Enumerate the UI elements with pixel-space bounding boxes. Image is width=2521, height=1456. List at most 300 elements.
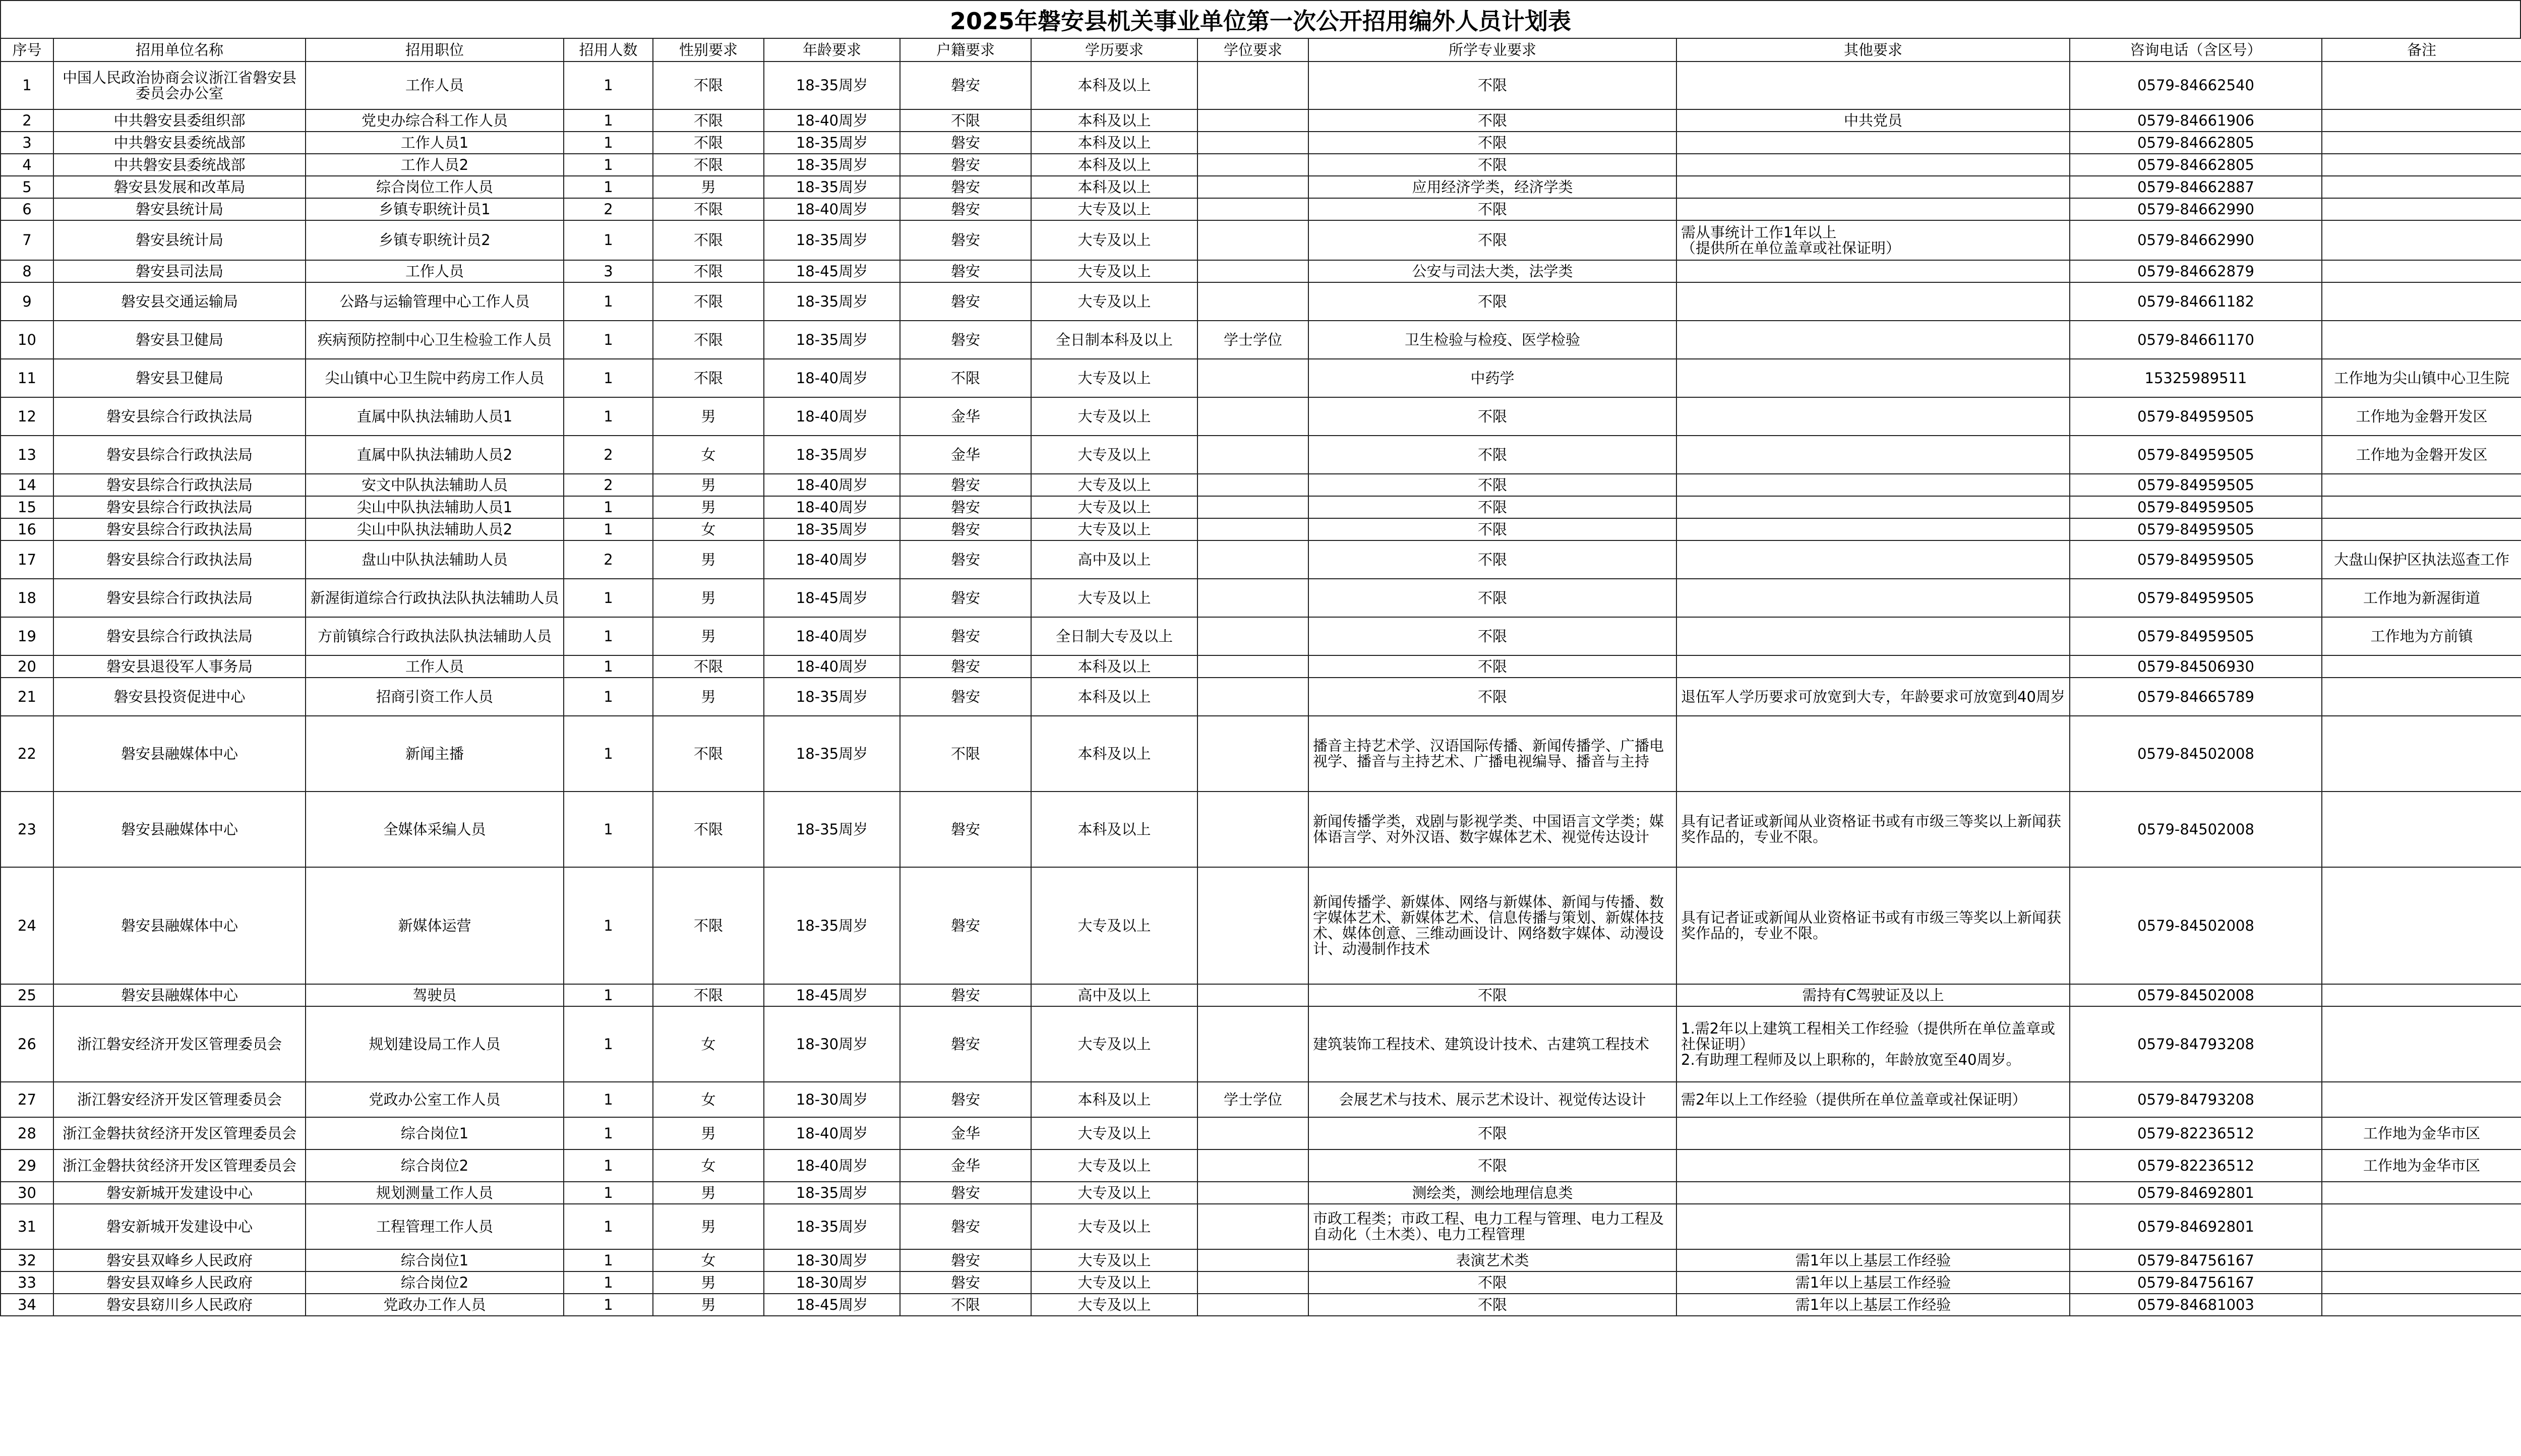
cell-col-seq[interactable]: 20: [1, 655, 53, 678]
cell-col-position[interactable]: 规划测量工作人员: [306, 1182, 564, 1204]
cell-col-other[interactable]: 需2年以上工作经验（提供所在单位盖章或社保证明）: [1676, 1082, 2070, 1117]
cell-col-other[interactable]: [1676, 198, 2070, 220]
cell-col-remark[interactable]: [2322, 984, 2521, 1006]
cell-col-remark[interactable]: [2322, 1082, 2521, 1117]
cell-col-position[interactable]: 乡镇专职统计员1: [306, 198, 564, 220]
cell-col-other[interactable]: [1676, 62, 2070, 109]
cell-col-education[interactable]: 大专及以上: [1031, 1271, 1197, 1294]
cell-col-education[interactable]: 大专及以上: [1031, 1182, 1197, 1204]
cell-col-major[interactable]: 公安与司法大类，法学类: [1308, 260, 1676, 282]
cell-col-gender[interactable]: 男: [653, 1117, 764, 1149]
cell-col-major[interactable]: 不限: [1308, 436, 1676, 474]
cell-col-major[interactable]: 不限: [1308, 109, 1676, 132]
cell-col-phone[interactable]: 0579-84662879: [2070, 260, 2322, 282]
cell-col-household[interactable]: 磐安: [900, 984, 1031, 1006]
cell-col-count[interactable]: 1: [564, 176, 653, 198]
cell-col-gender[interactable]: 不限: [653, 220, 764, 260]
cell-col-gender[interactable]: 不限: [653, 655, 764, 678]
cell-col-seq[interactable]: 26: [1, 1006, 53, 1082]
cell-col-count[interactable]: 1: [564, 1117, 653, 1149]
cell-col-age[interactable]: 18-35周岁: [764, 678, 900, 716]
cell-col-education[interactable]: 大专及以上: [1031, 1249, 1197, 1271]
cell-col-position[interactable]: 综合岗位2: [306, 1149, 564, 1182]
cell-col-age[interactable]: 18-40周岁: [764, 617, 900, 655]
cell-col-seq[interactable]: 7: [1, 220, 53, 260]
cell-col-phone[interactable]: 0579-84959505: [2070, 518, 2322, 540]
cell-col-gender[interactable]: 男: [653, 1271, 764, 1294]
cell-col-phone[interactable]: 0579-84662540: [2070, 62, 2322, 109]
cell-col-household[interactable]: 金华: [900, 436, 1031, 474]
cell-col-education[interactable]: 大专及以上: [1031, 1294, 1197, 1316]
cell-col-unit[interactable]: 磐安县综合行政执法局: [53, 617, 306, 655]
cell-col-position[interactable]: 新媒体运营: [306, 867, 564, 984]
cell-col-unit[interactable]: 磐安新城开发建设中心: [53, 1204, 306, 1249]
cell-col-degree[interactable]: [1197, 1249, 1308, 1271]
cell-col-remark[interactable]: [2322, 678, 2521, 716]
cell-col-degree[interactable]: [1197, 1271, 1308, 1294]
cell-col-position[interactable]: 尖山中队执法辅助人员2: [306, 518, 564, 540]
cell-col-degree[interactable]: [1197, 1117, 1308, 1149]
cell-col-other[interactable]: [1676, 154, 2070, 176]
cell-col-age[interactable]: 18-35周岁: [764, 62, 900, 109]
cell-col-household[interactable]: 金华: [900, 1149, 1031, 1182]
cell-col-education[interactable]: 大专及以上: [1031, 1006, 1197, 1082]
cell-col-degree[interactable]: [1197, 198, 1308, 220]
cell-col-phone[interactable]: 0579-84502008: [2070, 867, 2322, 984]
cell-col-household[interactable]: 磐安: [900, 154, 1031, 176]
cell-col-age[interactable]: 18-45周岁: [764, 260, 900, 282]
cell-col-other[interactable]: [1676, 716, 2070, 792]
cell-col-phone[interactable]: 0579-84692801: [2070, 1182, 2322, 1204]
cell-col-count[interactable]: 2: [564, 198, 653, 220]
cell-col-count[interactable]: 3: [564, 260, 653, 282]
cell-col-other[interactable]: [1676, 617, 2070, 655]
cell-col-gender[interactable]: 不限: [653, 109, 764, 132]
cell-col-major[interactable]: 不限: [1308, 540, 1676, 579]
cell-col-education[interactable]: 本科及以上: [1031, 109, 1197, 132]
cell-col-seq[interactable]: 33: [1, 1271, 53, 1294]
cell-col-count[interactable]: 1: [564, 518, 653, 540]
cell-col-phone[interactable]: 0579-84959505: [2070, 617, 2322, 655]
cell-col-phone[interactable]: 0579-84756167: [2070, 1249, 2322, 1271]
cell-col-count[interactable]: 1: [564, 1271, 653, 1294]
cell-col-education[interactable]: 大专及以上: [1031, 1149, 1197, 1182]
cell-col-remark[interactable]: [2322, 62, 2521, 109]
cell-col-other[interactable]: [1676, 1117, 2070, 1149]
cell-col-seq[interactable]: 32: [1, 1249, 53, 1271]
cell-col-age[interactable]: 18-35周岁: [764, 321, 900, 359]
cell-col-count[interactable]: 2: [564, 474, 653, 496]
cell-col-other[interactable]: 需1年以上基层工作经验: [1676, 1249, 2070, 1271]
cell-col-major[interactable]: 不限: [1308, 1117, 1676, 1149]
cell-col-remark[interactable]: 大盘山保护区执法巡查工作: [2322, 540, 2521, 579]
cell-col-major[interactable]: 卫生检验与检疫、医学检验: [1308, 321, 1676, 359]
cell-col-age[interactable]: 18-40周岁: [764, 474, 900, 496]
cell-col-education[interactable]: 本科及以上: [1031, 716, 1197, 792]
cell-col-gender[interactable]: 不限: [653, 132, 764, 154]
cell-col-count[interactable]: 1: [564, 132, 653, 154]
cell-col-age[interactable]: 18-35周岁: [764, 282, 900, 321]
cell-col-degree[interactable]: [1197, 1294, 1308, 1316]
cell-col-other[interactable]: [1676, 518, 2070, 540]
cell-col-household[interactable]: 磐安: [900, 176, 1031, 198]
cell-col-major[interactable]: 播音主持艺术学、汉语国际传播、新闻传播学、广播电视学、播音与主持艺术、广播电视编导、播音与主持: [1308, 716, 1676, 792]
cell-col-degree[interactable]: [1197, 359, 1308, 397]
cell-col-phone[interactable]: 0579-84662805: [2070, 132, 2322, 154]
cell-col-age[interactable]: 18-40周岁: [764, 359, 900, 397]
cell-col-phone[interactable]: 0579-84502008: [2070, 984, 2322, 1006]
cell-col-position[interactable]: 党政办工作人员: [306, 1294, 564, 1316]
cell-col-position[interactable]: 综合岗位工作人员: [306, 176, 564, 198]
cell-col-count[interactable]: 2: [564, 436, 653, 474]
cell-col-unit[interactable]: 中共磐安县委统战部: [53, 154, 306, 176]
cell-col-remark[interactable]: 工作地为金华市区: [2322, 1149, 2521, 1182]
cell-col-unit[interactable]: 磐安县综合行政执法局: [53, 579, 306, 617]
cell-col-age[interactable]: 18-40周岁: [764, 198, 900, 220]
cell-col-unit[interactable]: 磐安县退役军人事务局: [53, 655, 306, 678]
cell-col-major[interactable]: 应用经济学类，经济学类: [1308, 176, 1676, 198]
cell-col-other[interactable]: [1676, 1149, 2070, 1182]
cell-col-gender[interactable]: 女: [653, 1082, 764, 1117]
cell-col-household[interactable]: 磐安: [900, 579, 1031, 617]
cell-col-seq[interactable]: 30: [1, 1182, 53, 1204]
cell-col-household[interactable]: 金华: [900, 1117, 1031, 1149]
cell-col-phone[interactable]: 0579-84661182: [2070, 282, 2322, 321]
cell-col-remark[interactable]: [2322, 1204, 2521, 1249]
cell-col-phone[interactable]: 0579-84756167: [2070, 1271, 2322, 1294]
cell-col-phone[interactable]: 0579-84959505: [2070, 579, 2322, 617]
cell-col-phone[interactable]: 0579-84502008: [2070, 792, 2322, 867]
cell-col-degree[interactable]: [1197, 518, 1308, 540]
cell-col-seq[interactable]: 5: [1, 176, 53, 198]
cell-col-household[interactable]: 不限: [900, 359, 1031, 397]
cell-col-education[interactable]: 大专及以上: [1031, 436, 1197, 474]
cell-col-degree[interactable]: [1197, 617, 1308, 655]
cell-col-age[interactable]: 18-35周岁: [764, 792, 900, 867]
cell-col-gender[interactable]: 男: [653, 474, 764, 496]
cell-col-degree[interactable]: [1197, 1006, 1308, 1082]
cell-col-position[interactable]: 直属中队执法辅助人员2: [306, 436, 564, 474]
cell-col-position[interactable]: 规划建设局工作人员: [306, 1006, 564, 1082]
cell-col-gender[interactable]: 男: [653, 397, 764, 436]
cell-col-phone[interactable]: 0579-84665789: [2070, 678, 2322, 716]
cell-col-seq[interactable]: 21: [1, 678, 53, 716]
cell-col-count[interactable]: 1: [564, 109, 653, 132]
cell-col-other[interactable]: [1676, 176, 2070, 198]
cell-col-gender[interactable]: 不限: [653, 282, 764, 321]
cell-col-age[interactable]: 18-40周岁: [764, 496, 900, 518]
cell-col-remark[interactable]: [2322, 1182, 2521, 1204]
cell-col-degree[interactable]: [1197, 220, 1308, 260]
cell-col-degree[interactable]: [1197, 716, 1308, 792]
cell-col-remark[interactable]: [2322, 198, 2521, 220]
cell-col-count[interactable]: 1: [564, 1294, 653, 1316]
cell-col-age[interactable]: 18-45周岁: [764, 984, 900, 1006]
cell-col-degree[interactable]: [1197, 282, 1308, 321]
cell-col-position[interactable]: 综合岗位1: [306, 1249, 564, 1271]
cell-col-education[interactable]: 大专及以上: [1031, 260, 1197, 282]
cell-col-degree[interactable]: [1197, 984, 1308, 1006]
cell-col-unit[interactable]: 磐安县综合行政执法局: [53, 496, 306, 518]
cell-col-household[interactable]: 磐安: [900, 260, 1031, 282]
cell-col-household[interactable]: 磐安: [900, 518, 1031, 540]
cell-col-gender[interactable]: 男: [653, 496, 764, 518]
cell-col-major[interactable]: 不限: [1308, 62, 1676, 109]
cell-col-unit[interactable]: 磐安县融媒体中心: [53, 716, 306, 792]
cell-col-phone[interactable]: 0579-84959505: [2070, 397, 2322, 436]
cell-col-count[interactable]: 1: [564, 716, 653, 792]
cell-col-remark[interactable]: [2322, 260, 2521, 282]
cell-col-age[interactable]: 18-35周岁: [764, 1182, 900, 1204]
cell-col-other[interactable]: 1.需2年以上建筑工程相关工作经验（提供所在单位盖章或社保证明） 2.有助理工程师及以上职称的，年龄放宽至40周岁。: [1676, 1006, 2070, 1082]
cell-col-position[interactable]: 尖山中队执法辅助人员1: [306, 496, 564, 518]
cell-col-education[interactable]: 大专及以上: [1031, 518, 1197, 540]
cell-col-position[interactable]: 工作人员: [306, 62, 564, 109]
cell-col-major[interactable]: 不限: [1308, 678, 1676, 716]
cell-col-count[interactable]: 1: [564, 984, 653, 1006]
cell-col-unit[interactable]: 磐安县双峰乡人民政府: [53, 1271, 306, 1294]
cell-col-phone[interactable]: 0579-84662990: [2070, 220, 2322, 260]
cell-col-phone[interactable]: 15325989511: [2070, 359, 2322, 397]
cell-col-seq[interactable]: 17: [1, 540, 53, 579]
cell-col-major[interactable]: 建筑装饰工程技术、建筑设计技术、古建筑工程技术: [1308, 1006, 1676, 1082]
cell-col-count[interactable]: 1: [564, 792, 653, 867]
cell-col-gender[interactable]: 男: [653, 540, 764, 579]
cell-col-position[interactable]: 盘山中队执法辅助人员: [306, 540, 564, 579]
cell-col-seq[interactable]: 16: [1, 518, 53, 540]
cell-col-education[interactable]: 本科及以上: [1031, 176, 1197, 198]
cell-col-unit[interactable]: 磐安县融媒体中心: [53, 792, 306, 867]
cell-col-major[interactable]: 新闻传播学、新媒体、网络与新媒体、新闻与传播、数字媒体艺术、新媒体艺术、信息传播与策划、新媒体技术、媒体创意、三维动画设计、网络数字媒体、动漫设计、动漫制作技术: [1308, 867, 1676, 984]
cell-col-phone[interactable]: 0579-82236512: [2070, 1117, 2322, 1149]
cell-col-major[interactable]: 不限: [1308, 579, 1676, 617]
cell-col-unit[interactable]: 中共磐安县委统战部: [53, 132, 306, 154]
cell-col-phone[interactable]: 0579-84506930: [2070, 655, 2322, 678]
cell-col-remark[interactable]: [2322, 1271, 2521, 1294]
cell-col-unit[interactable]: 磐安县综合行政执法局: [53, 474, 306, 496]
cell-col-seq[interactable]: 15: [1, 496, 53, 518]
cell-col-degree[interactable]: [1197, 260, 1308, 282]
cell-col-major[interactable]: 测绘类，测绘地理信息类: [1308, 1182, 1676, 1204]
cell-col-household[interactable]: 磐安: [900, 1182, 1031, 1204]
cell-col-seq[interactable]: 13: [1, 436, 53, 474]
cell-col-other[interactable]: [1676, 397, 2070, 436]
cell-col-phone[interactable]: 0579-84681003: [2070, 1294, 2322, 1316]
cell-col-degree[interactable]: [1197, 792, 1308, 867]
cell-col-household[interactable]: 磐安: [900, 655, 1031, 678]
cell-col-unit[interactable]: 浙江磐安经济开发区管理委员会: [53, 1082, 306, 1117]
cell-col-other[interactable]: 需1年以上基层工作经验: [1676, 1294, 2070, 1316]
cell-col-remark[interactable]: [2322, 496, 2521, 518]
cell-col-phone[interactable]: 0579-84661170: [2070, 321, 2322, 359]
cell-col-education[interactable]: 大专及以上: [1031, 579, 1197, 617]
cell-col-age[interactable]: 18-35周岁: [764, 867, 900, 984]
cell-col-phone[interactable]: 0579-84793208: [2070, 1082, 2322, 1117]
cell-col-position[interactable]: 工作人员2: [306, 154, 564, 176]
cell-col-count[interactable]: 1: [564, 1204, 653, 1249]
cell-col-seq[interactable]: 12: [1, 397, 53, 436]
cell-col-other[interactable]: [1676, 496, 2070, 518]
cell-col-age[interactable]: 18-35周岁: [764, 132, 900, 154]
cell-col-major[interactable]: 不限: [1308, 220, 1676, 260]
cell-col-remark[interactable]: [2322, 1006, 2521, 1082]
cell-col-degree[interactable]: [1197, 436, 1308, 474]
cell-col-other[interactable]: [1676, 474, 2070, 496]
cell-col-household[interactable]: 磐安: [900, 1249, 1031, 1271]
cell-col-count[interactable]: 1: [564, 655, 653, 678]
cell-col-major[interactable]: 不限: [1308, 1294, 1676, 1316]
cell-col-degree[interactable]: [1197, 1149, 1308, 1182]
cell-col-count[interactable]: 1: [564, 678, 653, 716]
cell-col-other[interactable]: [1676, 282, 2070, 321]
cell-col-degree[interactable]: [1197, 474, 1308, 496]
cell-col-major[interactable]: 不限: [1308, 496, 1676, 518]
cell-col-education[interactable]: 大专及以上: [1031, 282, 1197, 321]
cell-col-unit[interactable]: 磐安县统计局: [53, 220, 306, 260]
cell-col-position[interactable]: 安文中队执法辅助人员: [306, 474, 564, 496]
cell-col-household[interactable]: 磐安: [900, 321, 1031, 359]
cell-col-position[interactable]: 直属中队执法辅助人员1: [306, 397, 564, 436]
cell-col-education[interactable]: 全日制本科及以上: [1031, 321, 1197, 359]
cell-col-count[interactable]: 1: [564, 154, 653, 176]
cell-col-remark[interactable]: [2322, 655, 2521, 678]
cell-col-remark[interactable]: 工作地为尖山镇中心卫生院: [2322, 359, 2521, 397]
cell-col-major[interactable]: 新闻传播学类，戏剧与影视学类、中国语言文学类；媒体语言学、对外汉语、数字媒体艺术、视觉传达设计: [1308, 792, 1676, 867]
cell-col-seq[interactable]: 28: [1, 1117, 53, 1149]
cell-col-major[interactable]: 市政工程类；市政工程、电力工程与管理、电力工程及自动化（土木类）、电力工程管理: [1308, 1204, 1676, 1249]
cell-col-household[interactable]: 不限: [900, 109, 1031, 132]
cell-col-education[interactable]: 本科及以上: [1031, 1082, 1197, 1117]
cell-col-phone[interactable]: 0579-84662805: [2070, 154, 2322, 176]
cell-col-age[interactable]: 18-30周岁: [764, 1249, 900, 1271]
cell-col-gender[interactable]: 不限: [653, 154, 764, 176]
cell-col-gender[interactable]: 不限: [653, 716, 764, 792]
cell-col-remark[interactable]: 工作地为新渥街道: [2322, 579, 2521, 617]
cell-col-household[interactable]: 磐安: [900, 1082, 1031, 1117]
cell-col-seq[interactable]: 23: [1, 792, 53, 867]
cell-col-seq[interactable]: 1: [1, 62, 53, 109]
cell-col-gender[interactable]: 男: [653, 1182, 764, 1204]
cell-col-position[interactable]: 全媒体采编人员: [306, 792, 564, 867]
cell-col-major[interactable]: 不限: [1308, 617, 1676, 655]
cell-col-degree[interactable]: [1197, 176, 1308, 198]
cell-col-seq[interactable]: 4: [1, 154, 53, 176]
cell-col-age[interactable]: 18-30周岁: [764, 1006, 900, 1082]
cell-col-degree[interactable]: [1197, 109, 1308, 132]
cell-col-unit[interactable]: 中国人民政治协商会议浙江省磐安县委员会办公室: [53, 62, 306, 109]
cell-col-major[interactable]: 不限: [1308, 518, 1676, 540]
cell-col-gender[interactable]: 男: [653, 579, 764, 617]
cell-col-household[interactable]: 磐安: [900, 132, 1031, 154]
cell-col-gender[interactable]: 不限: [653, 198, 764, 220]
cell-col-position[interactable]: 工作人员1: [306, 132, 564, 154]
cell-col-count[interactable]: 1: [564, 867, 653, 984]
cell-col-unit[interactable]: 浙江磐安经济开发区管理委员会: [53, 1006, 306, 1082]
cell-col-seq[interactable]: 19: [1, 617, 53, 655]
cell-col-seq[interactable]: 3: [1, 132, 53, 154]
cell-col-other[interactable]: 具有记者证或新闻从业资格证书或有市级三等奖以上新闻获奖作品的，专业不限。: [1676, 792, 2070, 867]
cell-col-gender[interactable]: 男: [653, 1294, 764, 1316]
cell-col-remark[interactable]: [2322, 867, 2521, 984]
cell-col-major[interactable]: 不限: [1308, 132, 1676, 154]
cell-col-household[interactable]: 磐安: [900, 1006, 1031, 1082]
cell-col-count[interactable]: 1: [564, 1249, 653, 1271]
cell-col-age[interactable]: 18-35周岁: [764, 716, 900, 792]
cell-col-education[interactable]: 本科及以上: [1031, 132, 1197, 154]
cell-col-age[interactable]: 18-40周岁: [764, 540, 900, 579]
cell-col-other[interactable]: [1676, 436, 2070, 474]
cell-col-major[interactable]: 不限: [1308, 154, 1676, 176]
cell-col-other[interactable]: [1676, 1204, 2070, 1249]
cell-col-phone[interactable]: 0579-84502008: [2070, 716, 2322, 792]
cell-col-position[interactable]: 新闻主播: [306, 716, 564, 792]
cell-col-age[interactable]: 18-40周岁: [764, 397, 900, 436]
cell-col-count[interactable]: 1: [564, 397, 653, 436]
cell-col-age[interactable]: 18-45周岁: [764, 579, 900, 617]
cell-col-position[interactable]: 综合岗位2: [306, 1271, 564, 1294]
cell-col-major[interactable]: 不限: [1308, 1271, 1676, 1294]
cell-col-other[interactable]: [1676, 655, 2070, 678]
cell-col-education[interactable]: 大专及以上: [1031, 220, 1197, 260]
cell-col-remark[interactable]: [2322, 792, 2521, 867]
cell-col-unit[interactable]: 磐安县综合行政执法局: [53, 436, 306, 474]
cell-col-position[interactable]: 方前镇综合行政执法队执法辅助人员: [306, 617, 564, 655]
cell-col-seq[interactable]: 14: [1, 474, 53, 496]
cell-col-phone[interactable]: 0579-84661906: [2070, 109, 2322, 132]
cell-col-major[interactable]: 不限: [1308, 474, 1676, 496]
cell-col-education[interactable]: 大专及以上: [1031, 397, 1197, 436]
cell-col-gender[interactable]: 男: [653, 678, 764, 716]
cell-col-position[interactable]: 工作人员: [306, 260, 564, 282]
cell-col-age[interactable]: 18-40周岁: [764, 109, 900, 132]
cell-col-remark[interactable]: [2322, 518, 2521, 540]
cell-col-phone[interactable]: 0579-84959505: [2070, 474, 2322, 496]
cell-col-remark[interactable]: [2322, 1249, 2521, 1271]
cell-col-count[interactable]: 1: [564, 1006, 653, 1082]
cell-col-household[interactable]: 磐安: [900, 496, 1031, 518]
cell-col-degree[interactable]: [1197, 397, 1308, 436]
cell-col-other[interactable]: 具有记者证或新闻从业资格证书或有市级三等奖以上新闻获奖作品的，专业不限。: [1676, 867, 2070, 984]
cell-col-unit[interactable]: 磐安县综合行政执法局: [53, 540, 306, 579]
cell-col-major[interactable]: 不限: [1308, 282, 1676, 321]
cell-col-education[interactable]: 本科及以上: [1031, 62, 1197, 109]
cell-col-position[interactable]: 新渥街道综合行政执法队执法辅助人员: [306, 579, 564, 617]
cell-col-education[interactable]: 本科及以上: [1031, 792, 1197, 867]
cell-col-remark[interactable]: [2322, 716, 2521, 792]
cell-col-gender[interactable]: 女: [653, 1149, 764, 1182]
cell-col-gender[interactable]: 女: [653, 1006, 764, 1082]
cell-col-education[interactable]: 大专及以上: [1031, 1117, 1197, 1149]
cell-col-position[interactable]: 工程管理工作人员: [306, 1204, 564, 1249]
cell-col-unit[interactable]: 磐安县卫健局: [53, 359, 306, 397]
cell-col-degree[interactable]: 学士学位: [1197, 321, 1308, 359]
cell-col-household[interactable]: 金华: [900, 397, 1031, 436]
cell-col-phone[interactable]: 0579-84692801: [2070, 1204, 2322, 1249]
cell-col-seq[interactable]: 10: [1, 321, 53, 359]
cell-col-degree[interactable]: [1197, 678, 1308, 716]
cell-col-major[interactable]: 不限: [1308, 984, 1676, 1006]
cell-col-position[interactable]: 尖山镇中心卫生院中药房工作人员: [306, 359, 564, 397]
cell-col-age[interactable]: 18-35周岁: [764, 176, 900, 198]
cell-col-unit[interactable]: 中共磐安县委组织部: [53, 109, 306, 132]
cell-col-phone[interactable]: 0579-84959505: [2070, 496, 2322, 518]
cell-col-count[interactable]: 1: [564, 496, 653, 518]
cell-col-unit[interactable]: 磐安县双峰乡人民政府: [53, 1249, 306, 1271]
cell-col-seq[interactable]: 6: [1, 198, 53, 220]
cell-col-count[interactable]: 1: [564, 282, 653, 321]
cell-col-other[interactable]: [1676, 132, 2070, 154]
cell-col-other[interactable]: [1676, 260, 2070, 282]
